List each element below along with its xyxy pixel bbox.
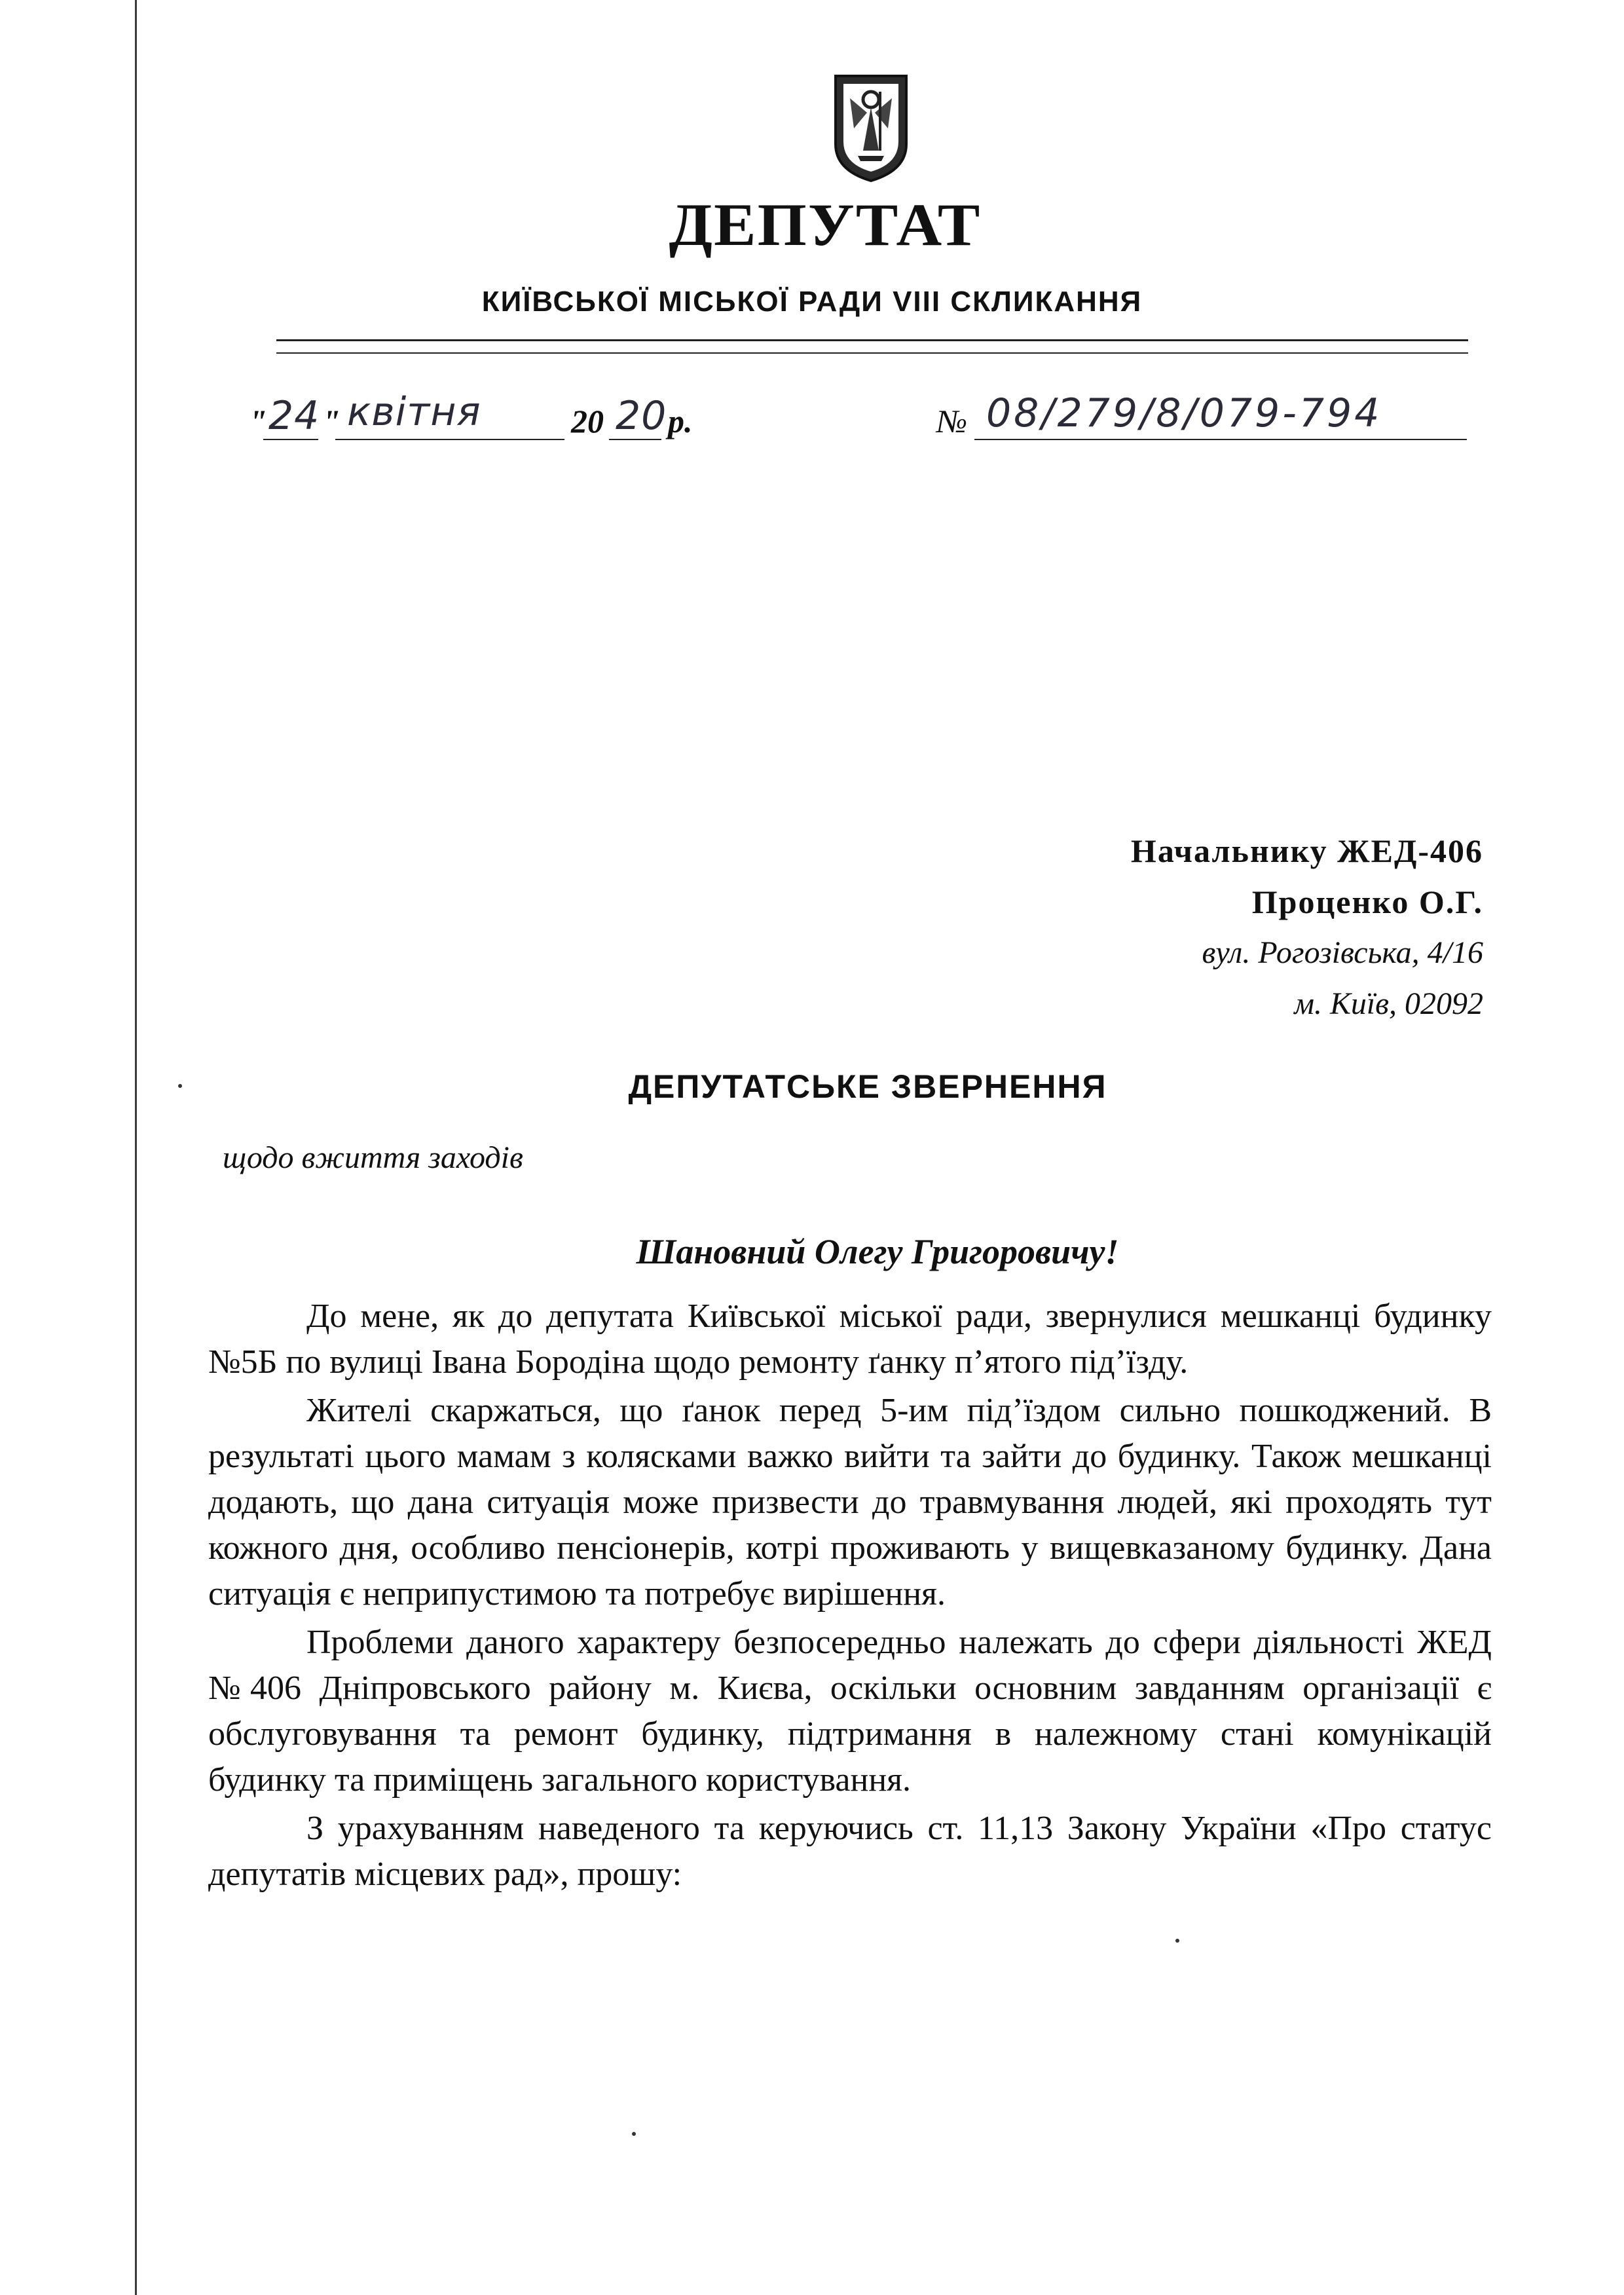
header-subtitle: КИЇВСЬКОЇ МІСЬКОЇ РАДИ VIII СКЛИКАННЯ	[481, 286, 1143, 318]
body-paragraph: Проблеми даного характеру безпосередньо належать до сфери діяльності ЖЕД №406 Дніпровського району м. Києва, оскільки основним завданням організації є обслуговування та ремонт будинку, підтримання в належному стані комунікацій будинку та приміщень загального користування.	[208, 1624, 1492, 1799]
body-paragraph: З урахуванням наведеного та керуючись ст. 11,13 Закону України «Про статус депутатів місцевих рад», прошу:	[208, 1810, 1492, 1893]
reference-number: 08/279/8/079-794	[986, 390, 1382, 436]
scan-speck	[1175, 1939, 1179, 1943]
addressee-position: Начальнику ЖЕД-406	[1130, 832, 1483, 869]
addressee-block	[1131, 825, 1483, 1030]
date-day: 24	[268, 393, 320, 439]
addressee-city: м. Київ, 02092	[1294, 986, 1483, 1021]
scan-speck	[632, 2132, 636, 2136]
header-title: ДЕПУТАТ	[669, 191, 982, 258]
date-month: квітня	[347, 389, 481, 435]
date-close-quote: "	[322, 403, 341, 439]
date-suffix: р.	[668, 403, 693, 439]
reference-label: №	[936, 403, 968, 439]
document-subject: щодо вжиття заходів	[223, 1140, 523, 1175]
letter-body	[208, 1294, 1492, 1900]
body-paragraph: До мене, як до депутата Київської міської ради, звернулися мешканці будинку №5Б по вулиці Івана Бородіна щодо ремонту ґанку п’ятого під’їзду.	[208, 1297, 1492, 1381]
kyiv-coat-of-arms-icon	[832, 72, 910, 183]
addressee-street: вул. Рогозівська, 4/16	[1202, 935, 1483, 970]
date-open-quote: "	[249, 403, 267, 439]
addressee-name: Проценко О.Г.	[1251, 884, 1483, 920]
document-title: ДЕПУТАТСЬКЕ ЗВЕРНЕННЯ	[628, 1068, 1107, 1105]
date-year-prefix: 20	[571, 403, 604, 439]
binding-edge-line	[135, 0, 137, 2295]
header-divider-top	[276, 339, 1468, 341]
body-paragraph: Жителі скаржаться, що ґанок перед 5-им під’їздом сильно пошкоджений. В результаті цього мамам з колясками важко вийти та зайти до будинку. Також мешканці додають, що дана ситуація може призвести до травмування людей, які проходять тут кожного дня, особливо пенсіонерів, котрі проживають у вищевказаному будинку. Дана ситуація є неприпустимою та потребує вирішення.	[208, 1392, 1492, 1613]
reference-number-field	[936, 390, 1467, 452]
salutation: Шановний Олегу Григоровичу!	[636, 1232, 1119, 1271]
date-year-suffix: 20	[616, 393, 667, 439]
header-divider-bottom	[276, 352, 1468, 354]
scan-speck	[178, 1084, 182, 1088]
